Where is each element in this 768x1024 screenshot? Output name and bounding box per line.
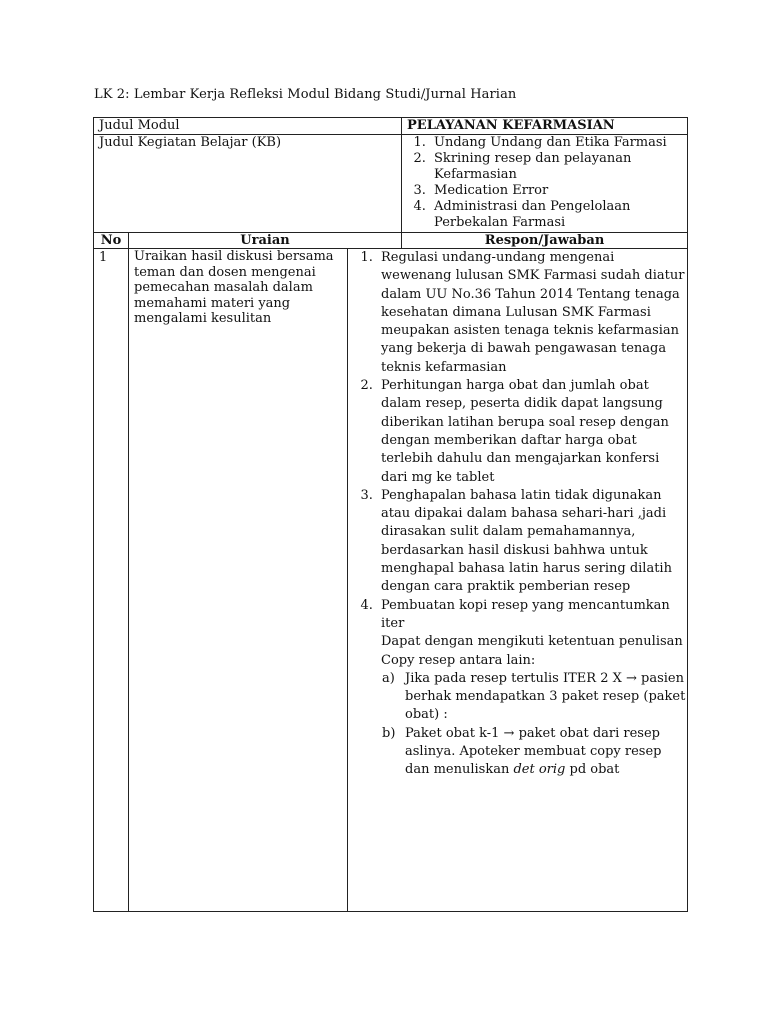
sub-item-marker: a) [382, 670, 395, 686]
kb-list-cell [402, 135, 688, 233]
header-uraian: Uraian [129, 233, 402, 249]
row-number: 1 [94, 249, 129, 912]
det-orig-text: det orig [513, 762, 566, 778]
header-no: No [94, 233, 129, 249]
kb-item: 1. Undang Undang dan Etika Farmasi [430, 135, 687, 151]
respon-cell [348, 249, 688, 912]
response-item: 3. Penghapalan bahasa latin tidak digunakan atau dipakai dalam bahasa sehari-hari ,jadi dirasakan sulit dalam pemahamannya, berdasarkan hasil diskusi bahhwa untuk menghapal bahasa latin harus sering dilatih dengan cara praktik pemberian resep [377, 487, 687, 597]
document-title: LK 2: Lembar Kerja Refleksi Modul Bidang Studi/Jurnal Harian [94, 87, 517, 102]
response-item: 2. Perhitungan harga obat dan jumlah obat dalam resep, peserta didik dapat langsung diberikan latihan berupa soal resep dengan dengan memberikan daftar harga obat terlebih dahulu dan mengajarkan konfersi dari mg ke tablet [377, 377, 687, 487]
sub-item-tail: pd obat [565, 762, 620, 778]
sub-list [381, 670, 687, 780]
response-item [377, 597, 687, 780]
sub-item-marker: b) [382, 725, 396, 741]
table-row [94, 249, 688, 912]
response-list [353, 249, 687, 780]
response-item-text: Pembuatan kopi resep yang mencantumkan iter [381, 597, 670, 631]
sub-item-text: Paket obat k-1 → paket obat dari resep aslinya. Apoteker membuat copy resep dan menuliskan [405, 725, 662, 778]
uraian-cell: Uraikan hasil diskusi bersama teman dan dosen mengenai pemecahan masalah dalam memahami materi yang mengalami kesulitan [129, 249, 348, 912]
sub-item-text: Jika pada resep tertulis ITER 2 X → pasien berhak mendapatkan 3 paket resep (paket obat) : [405, 670, 686, 723]
response-item: 1. Regulasi undang-undang mengenai wewenang lulusan SMK Farmasi sudah diatur dalam UU No.36 Tahun 2014 Tentang tenaga kesehatan dimana Lulusan SMK Farmasi meupakan asisten tenaga teknis kefarmasian yang bekerja di bawah pengawasan tenaga teknis kefarmasian [377, 249, 687, 377]
kb-item: 3. Medication Error [430, 183, 687, 199]
copy-resep-note: Dapat dengan mengikuti ketentuan penulisan Copy resep antara lain: [381, 634, 683, 668]
kb-list [402, 135, 687, 231]
kb-title-label: Judul Kegiatan Belajar (KB) [94, 135, 402, 233]
module-title-label: Judul Modul [94, 118, 402, 135]
column-header-row [94, 233, 688, 249]
kb-item: 2. Skrining resep dan pelayanan Kefarmasian [430, 151, 687, 183]
header-respon: Respon/Jawaban [402, 233, 688, 249]
worksheet-table [93, 117, 688, 912]
sub-item [382, 670, 687, 725]
sub-item [382, 725, 687, 780]
kb-item: 4. Administrasi dan Pengelolaan Perbekalan Farmasi [430, 199, 687, 231]
module-title-row [94, 118, 688, 135]
module-title-value: PELAYANAN KEFARMASIAN [402, 118, 688, 135]
kb-title-row [94, 135, 688, 233]
